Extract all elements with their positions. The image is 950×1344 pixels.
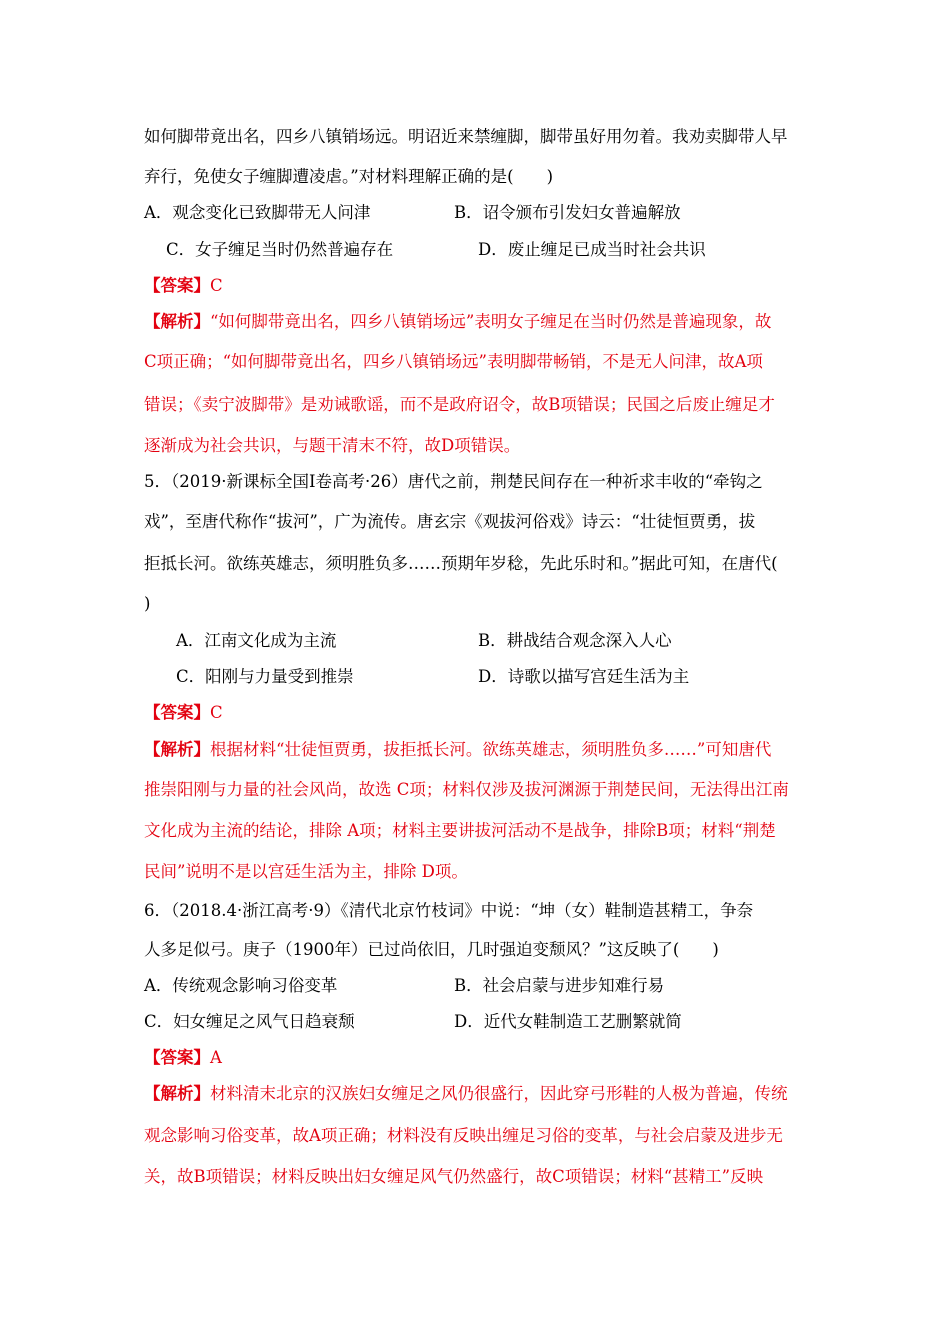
- q5-answer: [144, 703, 223, 723]
- q5-option-b: B．耕战结合观念深入人心: [478, 631, 672, 650]
- q6-analysis-line: 关，故B项错误；材料反映出妇女缠足风气仍然盛行，故C项错误；材料“甚精工”反映: [144, 1167, 764, 1186]
- q5-analysis-line: 民间”说明不是以宫廷生活为主，排除 D项。: [144, 862, 468, 881]
- q4-option-c: C．女子缠足当时仍然普遍存在: [166, 240, 394, 259]
- q6-option-c: C．妇女缠足之风气日趋衰颓: [144, 1012, 355, 1031]
- q6-answer: [144, 1048, 222, 1068]
- q5-option-d: D．诗歌以描写宫廷生活为主: [478, 667, 690, 686]
- q4-analysis-line: 错误；《卖宁波脚带》是劝诫歌谣，而不是政府诏令，故B项错误；民国之后废止缠足才: [144, 395, 775, 414]
- q4-answer: [144, 276, 223, 296]
- q4-stem-line: 弃行，免使女子缠脚遭凌虐。”对材料理解正确的是( ): [144, 167, 554, 186]
- answer-label: 【答案】: [144, 703, 210, 722]
- q5-stem-line: 5．（2019·新课标全国Ⅰ卷高考·26）唐代之前，荆楚民间存在一种祈求丰收的“牵钩之: [144, 472, 763, 491]
- q5-analysis-line: 文化成为主流的结论，排除 A项；材料主要讲拔河活动不是战争，排除B项；材料“荆楚: [144, 821, 776, 840]
- analysis-text: 材料清末北京的汉族妇女缠足之风仍很盛行，因此穿弓形鞋的人极为普遍，传统: [210, 1084, 788, 1103]
- q6-option-a: A．传统观念影响习俗变革: [144, 976, 338, 995]
- q6-stem-line: 人多足似弓。庚子（1900年）已过尚依旧，几时强迫变颓风？”这反映了( ): [144, 940, 719, 959]
- answer-label: 【答案】: [144, 1048, 210, 1067]
- answer-value: A: [210, 1048, 222, 1067]
- q4-option-b: B．诏令颁布引发妇女普遍解放: [454, 203, 681, 222]
- q6-option-d: D．近代女鞋制造工艺删繁就简: [454, 1012, 682, 1031]
- analysis-label: 【解析】: [144, 312, 210, 331]
- q5-stem-line: 戏”，至唐代称作“拔河”，广为流传。唐玄宗《观拔河俗戏》诗云：“壮徒恒贾勇，拔: [144, 512, 756, 531]
- q4-stem-line: 如何脚带竟出名，四乡八镇销场远。明诏近来禁缠脚，脚带虽好用勿着。我劝卖脚带人早: [144, 127, 788, 146]
- answer-value: C: [210, 276, 223, 295]
- q6-analysis-line: 观念影响习俗变革，故A项正确；材料没有反映出缠足习俗的变革，与社会启蒙及进步无: [144, 1126, 783, 1145]
- q6-analysis-line: [144, 1084, 788, 1104]
- q5-analysis-line: 推崇阳刚与力量的社会风尚，故选 C项；材料仅涉及拔河渊源于荆楚民间，无法得出江南: [144, 780, 789, 799]
- q6-stem-line: 6．（2018.4·浙江高考·9）《清代北京竹枝词》中说：“坤（女）鞋制造甚精工，争奈: [144, 901, 754, 920]
- q5-option-c: C．阳刚与力量受到推崇: [176, 667, 354, 686]
- q4-analysis-line: 逐渐成为社会共识，与题干清末不符，故D项错误。: [144, 436, 521, 455]
- q4-analysis-line: [144, 312, 771, 332]
- q5-analysis-line: [144, 740, 771, 760]
- q5-stem-line: 拒抵长河。欲练英雄志，须明胜负多……预期年岁稔，先此乐时和。”据此可知，在唐代(: [144, 554, 778, 573]
- answer-label: 【答案】: [144, 276, 210, 295]
- q5-option-a: A．江南文化成为主流: [176, 631, 337, 650]
- analysis-text: 根据材料“壮徒恒贾勇，拔拒抵长河。欲练英雄志，须明胜负多……”可知唐代: [210, 740, 772, 759]
- q4-analysis-line: C项正确；“如何脚带竟出名，四乡八镇销场远”表明脚带畅销，不是无人问津，故A项: [144, 352, 763, 371]
- answer-value: C: [210, 703, 223, 722]
- q6-option-b: B．社会启蒙与进步知难行易: [454, 976, 665, 995]
- analysis-label: 【解析】: [144, 1084, 210, 1103]
- analysis-text: “如何脚带竟出名，四乡八镇销场远”表明女子缠足在当时仍然是普遍现象，故: [210, 312, 772, 331]
- q4-option-a: A．观念变化已致脚带无人问津: [144, 203, 371, 222]
- q4-option-d: D．废止缠足已成当时社会共识: [478, 240, 706, 259]
- analysis-label: 【解析】: [144, 740, 210, 759]
- q5-stem-line: ): [144, 594, 151, 613]
